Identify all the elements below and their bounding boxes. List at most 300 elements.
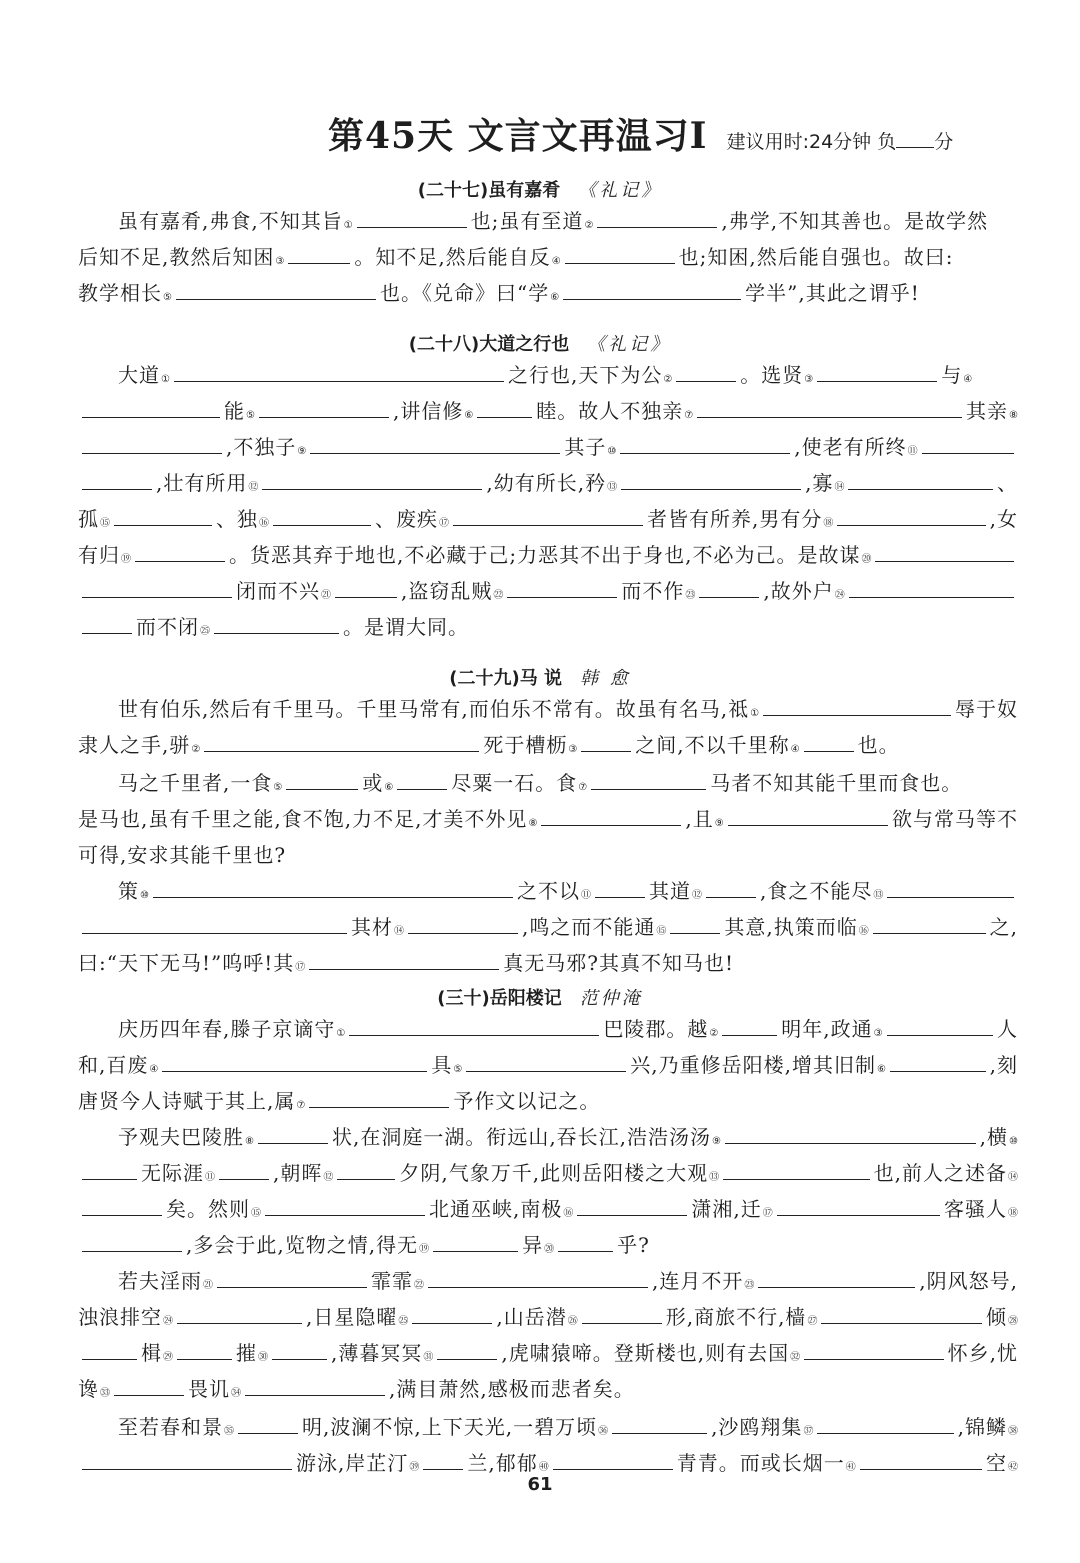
footnote-marker: ⑦ <box>296 1100 306 1111</box>
answer-blank[interactable] <box>507 575 617 598</box>
passage-text: 辱于奴 <box>955 697 1018 721</box>
answer-blank[interactable] <box>177 1301 302 1324</box>
answer-blank[interactable] <box>82 467 152 490</box>
answer-blank[interactable] <box>217 1265 367 1288</box>
passage-text: ,虎啸猿啼。登斯楼也,则有去国 <box>501 1341 790 1365</box>
answer-blank[interactable] <box>219 1157 269 1180</box>
footnote-marker: ㉚ <box>258 1352 268 1363</box>
footnote-marker: ⑯ <box>858 926 869 937</box>
answer-blank[interactable] <box>335 575 397 598</box>
answer-blank[interactable] <box>357 205 467 228</box>
passage-text: 其道 <box>648 879 691 903</box>
footnote-marker: ⑧ <box>245 1136 254 1147</box>
footnote-marker: ⑨ <box>712 1136 722 1147</box>
passage-text: 怀乡,忧 <box>947 1341 1018 1365</box>
passage-line <box>78 838 1018 872</box>
answer-blank[interactable] <box>922 431 1014 454</box>
passage-text: ,沙鸥翔集 <box>711 1415 803 1439</box>
answer-blank[interactable] <box>259 395 389 418</box>
footnote-marker: ⑩ <box>607 446 617 457</box>
answer-blank[interactable] <box>817 1411 953 1434</box>
answer-blank[interactable] <box>288 241 350 264</box>
answer-blank[interactable] <box>758 1265 915 1288</box>
answer-blank[interactable] <box>408 911 518 934</box>
answer-blank[interactable] <box>595 875 645 898</box>
passage-text: ,薄暮冥冥 <box>331 1341 423 1365</box>
footnote-marker: ㊱ <box>598 1426 609 1437</box>
answer-blank[interactable] <box>433 1229 518 1252</box>
footnote-marker: ⑨ <box>297 446 307 457</box>
footnote-marker: ① <box>161 374 170 385</box>
footnote-marker: ⑤ <box>273 782 283 793</box>
passage-text: ,故外户 <box>763 579 834 603</box>
footnote-marker: ㉘ <box>1008 1316 1018 1327</box>
passage-line <box>78 1048 1018 1082</box>
section-source: 韩 愈 <box>580 668 631 689</box>
footnote-marker: ⑮ <box>656 926 667 937</box>
answer-blank[interactable] <box>82 911 347 934</box>
answer-blank[interactable] <box>245 1373 385 1396</box>
passage-text: 隶人之手,骈 <box>78 733 191 757</box>
answer-blank[interactable] <box>817 359 937 382</box>
passage-text: 尽粟一石。食 <box>451 771 578 795</box>
answer-blank[interactable] <box>214 611 339 634</box>
answer-blank[interactable] <box>582 1301 662 1324</box>
passage-text: ,连月不开 <box>652 1269 744 1293</box>
answer-blank[interactable] <box>258 1121 328 1144</box>
answer-blank[interactable] <box>437 1337 497 1360</box>
footnote-marker: ⑳ <box>861 554 872 565</box>
answer-blank[interactable] <box>597 205 717 228</box>
passage-line <box>78 1336 1018 1370</box>
answer-blank[interactable] <box>114 503 212 526</box>
answer-blank[interactable] <box>621 467 801 490</box>
footnote-marker: ㉕ <box>200 626 210 637</box>
answer-blank[interactable] <box>337 1157 395 1180</box>
answer-blank[interactable] <box>135 539 225 562</box>
passage-text: 予作文以记之。 <box>453 1089 601 1113</box>
passage-text: 曰:“天下无马!”呜呼!其 <box>78 951 295 975</box>
passage-text: 真无马邪?其真不知马也! <box>503 951 735 975</box>
footnote-marker: ① <box>336 1028 346 1039</box>
passage-text: 是马也,虽有千里之能,食不饱,力不足,才美不外见 <box>78 807 528 831</box>
section-title <box>0 984 1080 1010</box>
footnote-marker: ⑭ <box>834 482 845 493</box>
answer-blank[interactable] <box>890 1049 986 1072</box>
footnote-marker: ⑯ <box>563 1208 574 1219</box>
answer-blank[interactable] <box>82 1447 292 1470</box>
answer-blank[interactable] <box>553 1447 673 1470</box>
passage-text: 明,波澜不惊,上下天光,一碧万顷 <box>302 1415 598 1439</box>
footnote-marker: ⑪ <box>580 890 591 901</box>
section-name: (二十八)大道之行也 <box>408 334 570 355</box>
answer-blank[interactable] <box>697 395 962 418</box>
footnote-marker: ⑧ <box>528 818 538 829</box>
passage-text: 、独 <box>216 507 258 531</box>
footnote-marker: ⑥ <box>464 410 474 421</box>
answer-blank[interactable] <box>676 359 736 382</box>
passage-text: 异 <box>522 1233 544 1257</box>
passage-text: 。货恶其弃于地也,不必藏于己;力恶其不出于身也,不必为己。是故谋 <box>229 543 861 567</box>
footnote-marker: ⑦ <box>684 410 694 421</box>
passage-text: 空 <box>986 1451 1007 1475</box>
passage-text: 畏讥 <box>188 1377 230 1401</box>
passage-text: 、废疾 <box>375 507 438 531</box>
page-title: 第45天 文言文再温习Ⅰ <box>328 115 708 157</box>
footnote-marker: ⑩ <box>140 890 149 901</box>
footnote-marker: ㉒ <box>414 1280 424 1291</box>
footnote-marker: ④ <box>149 1064 159 1075</box>
footnote-marker: ② <box>584 220 594 231</box>
passage-line <box>78 502 1018 536</box>
answer-blank[interactable] <box>82 611 132 634</box>
answer-blank[interactable] <box>804 729 854 752</box>
answer-blank[interactable] <box>82 1229 182 1252</box>
answer-blank[interactable] <box>82 1337 137 1360</box>
footnote-marker: ② <box>663 374 673 385</box>
passage-text: 倾 <box>986 1305 1007 1329</box>
passage-text: 之, <box>989 915 1018 939</box>
passage-text: ,弗学,不知其善也。是故学然 <box>721 209 989 233</box>
passage-line <box>78 574 1018 608</box>
passage-text: ,横 <box>979 1125 1009 1149</box>
passage-text: 无际涯 <box>141 1161 204 1185</box>
footnote-marker: ㉙ <box>163 1352 173 1363</box>
footnote-marker: ⑦ <box>578 782 588 793</box>
answer-blank[interactable] <box>541 803 681 826</box>
passage-text: 。选贤 <box>740 363 804 387</box>
passage-text: ,朝晖 <box>273 1161 323 1185</box>
answer-blank[interactable] <box>82 575 232 598</box>
answer-blank[interactable] <box>699 575 759 598</box>
passage-line <box>78 946 1018 980</box>
passage-text: 之不以 <box>516 879 580 903</box>
answer-blank[interactable] <box>177 1337 232 1360</box>
passage-text: 睦。故人不独亲 <box>536 399 684 423</box>
answer-blank[interactable] <box>412 1301 492 1324</box>
footnote-marker: ② <box>191 744 201 755</box>
page-header <box>328 108 1028 158</box>
answer-blank[interactable] <box>397 767 447 790</box>
passage-text: 或 <box>362 771 384 795</box>
passage-line <box>78 1372 1018 1406</box>
passage-text: 楫 <box>141 1341 162 1365</box>
suggest-suffix: 分 <box>934 131 954 153</box>
answer-blank[interactable] <box>176 277 376 300</box>
footnote-marker: ⑫ <box>323 1172 334 1183</box>
answer-blank[interactable] <box>887 1013 993 1036</box>
passage-line <box>78 204 1018 238</box>
passage-text: ,寡 <box>805 471 834 495</box>
answer-blank[interactable] <box>821 1301 982 1324</box>
footnote-marker: ⑭ <box>1008 1172 1018 1183</box>
passage-text: 霏霏 <box>371 1269 413 1293</box>
answer-blank[interactable] <box>428 1265 648 1288</box>
answer-blank[interactable] <box>620 431 790 454</box>
passage-text: 乎? <box>617 1233 650 1257</box>
passage-text: ,使老有所终 <box>794 435 907 459</box>
passage-text: 也;知困,然后能自强也。故曰: <box>678 245 954 269</box>
footnote-marker: ④ <box>551 256 561 267</box>
answer-blank[interactable] <box>153 875 513 898</box>
footnote-marker: ⑤ <box>163 292 172 303</box>
answer-blank[interactable] <box>272 1337 327 1360</box>
answer-blank[interactable] <box>204 729 479 752</box>
footnote-marker: ① <box>343 220 353 231</box>
passage-text: ,盗窃乱贼 <box>401 579 493 603</box>
passage-text: 死于槽枥 <box>483 733 568 757</box>
section-title <box>0 176 1080 202</box>
footnote-marker: ㉝ <box>100 1388 110 1399</box>
footnote-marker: ⑬ <box>873 890 884 901</box>
footnote-marker: ⑥ <box>877 1064 886 1075</box>
passage-line <box>78 610 1018 644</box>
answer-blank[interactable] <box>849 575 1014 598</box>
footnote-marker: ① <box>750 708 760 719</box>
passage-line <box>78 692 1018 726</box>
answer-blank[interactable] <box>114 1373 184 1396</box>
passage-text: 马之千里者,一食 <box>118 771 273 795</box>
passage-text: ,山岳潜 <box>496 1305 567 1329</box>
passage-line <box>78 1228 1018 1262</box>
section-source: 《礼记》 <box>587 334 672 355</box>
passage-line <box>78 766 1018 800</box>
footnote-marker: ㉓ <box>744 1280 755 1291</box>
section-name: (三十)岳阳楼记 <box>437 988 562 1009</box>
footnote-marker: ⑰ <box>439 518 449 529</box>
answer-blank[interactable] <box>875 539 1014 562</box>
answer-blank[interactable] <box>309 1085 449 1108</box>
footnote-marker: ⑧ <box>1009 410 1018 421</box>
footnote-marker: ⑬ <box>709 1172 720 1183</box>
footnote-marker: ⑮ <box>251 1208 261 1219</box>
passage-text: 明年,政通 <box>781 1017 873 1041</box>
footnote-marker: ㉖ <box>567 1316 578 1327</box>
answer-blank[interactable] <box>728 803 888 826</box>
passage-text: 客骚人 <box>944 1197 1007 1221</box>
answer-blank[interactable] <box>777 1193 940 1216</box>
passage-line <box>78 240 1018 274</box>
footnote-marker: ⑲ <box>419 1244 430 1255</box>
passage-text: 矣。然则 <box>166 1197 250 1221</box>
passage-line <box>78 430 1018 464</box>
passage-text: 可得,安求其能千里也? <box>78 843 287 867</box>
passage-line <box>78 728 1018 762</box>
footnote-marker: ⑰ <box>762 1208 773 1219</box>
passage-line <box>78 1012 1018 1046</box>
footnote-marker: ㊴ <box>409 1462 420 1473</box>
footnote-marker: ⑮ <box>100 518 110 529</box>
passage-text: ,食之不能尽 <box>759 879 873 903</box>
passage-text: ,日星隐曜 <box>306 1305 398 1329</box>
answer-blank[interactable] <box>82 395 220 418</box>
answer-blank[interactable] <box>887 875 1014 898</box>
passage-text: 学半”,其此之谓乎! <box>745 281 920 305</box>
passage-text: 而不闭 <box>136 615 199 639</box>
footnote-marker: ⑱ <box>823 518 834 529</box>
passage-line <box>78 358 1018 392</box>
answer-blank[interactable] <box>262 467 482 490</box>
section-title <box>0 330 1080 356</box>
footnote-marker: ② <box>709 1028 719 1039</box>
answer-blank[interactable] <box>310 431 560 454</box>
answer-blank[interactable] <box>563 277 741 300</box>
footnote-marker: ⑤ <box>453 1064 463 1075</box>
footnote-marker: ㊶ <box>845 1462 856 1473</box>
footnote-marker: ㊳ <box>1008 1426 1018 1437</box>
passage-text: 世有伯乐,然后有千里马。千里马常有,而伯乐不常有。故虽有名马,祗 <box>118 697 750 721</box>
answer-blank[interactable] <box>763 693 951 716</box>
passage-text: 和,百废 <box>78 1053 149 1077</box>
answer-blank[interactable] <box>558 1229 613 1252</box>
footnote-marker: ⑤ <box>246 410 255 421</box>
passage-text: ,锦鳞 <box>957 1415 1007 1439</box>
passage-text: 而不作 <box>621 579 685 603</box>
answer-blank[interactable] <box>804 1337 944 1360</box>
answer-blank[interactable] <box>309 947 499 970</box>
passage-line <box>78 466 1018 500</box>
answer-blank[interactable] <box>848 467 993 490</box>
footnote-marker: ⑯ <box>259 518 269 529</box>
answer-blank[interactable] <box>174 359 504 382</box>
passage-text: 摧 <box>236 1341 257 1365</box>
passage-text: 兰,郁郁 <box>467 1451 538 1475</box>
passage-text: ,刻 <box>989 1053 1018 1077</box>
footnote-marker: ㊷ <box>1008 1462 1018 1473</box>
footnote-marker: ⑪ <box>907 446 918 457</box>
passage-text: 其材 <box>351 915 393 939</box>
passage-text: 予观夫巴陵胜 <box>118 1125 244 1149</box>
passage-text: 若夫淫雨 <box>118 1269 202 1293</box>
passage-text: 孤 <box>78 507 99 531</box>
footnote-marker: ③ <box>804 374 814 385</box>
passage-line <box>78 1120 1018 1154</box>
answer-blank[interactable] <box>873 911 986 934</box>
answer-blank[interactable] <box>722 1013 777 1036</box>
answer-blank[interactable] <box>238 1411 298 1434</box>
passage-text: 游泳,岸芷汀 <box>296 1451 409 1475</box>
passage-text: 。是谓大同。 <box>343 615 469 639</box>
passage-line <box>78 910 1018 944</box>
footnote-marker: ㉑ <box>321 590 331 601</box>
footnote-marker: ⑫ <box>691 890 702 901</box>
answer-blank[interactable] <box>265 1193 425 1216</box>
passage-line <box>78 802 1018 836</box>
answer-blank[interactable] <box>82 1193 162 1216</box>
answer-blank[interactable] <box>860 1447 982 1470</box>
footnote-marker: ㉛ <box>423 1352 434 1363</box>
passage-text: ,鸣之而不能通 <box>522 915 656 939</box>
passage-text: 。知不足,然后能自反 <box>354 245 551 269</box>
answer-blank[interactable] <box>723 1157 870 1180</box>
answer-blank[interactable] <box>349 1013 599 1036</box>
footnote-marker: ③ <box>873 1028 883 1039</box>
passage-text: 也,前人之述备 <box>873 1161 1007 1185</box>
answer-blank[interactable] <box>670 911 720 934</box>
passage-text: 浊浪排空 <box>78 1305 162 1329</box>
passage-text: 也。 <box>857 733 900 757</box>
footnote-marker: ⑱ <box>1008 1208 1018 1219</box>
passage-text: 至若春和景 <box>118 1415 223 1439</box>
passage-text: 谗 <box>78 1377 99 1401</box>
passage-text: 形,商旅不行,樯 <box>665 1305 807 1329</box>
passage-text: 状,在洞庭一湖。衔远山,吞长江,浩浩汤汤 <box>331 1125 712 1149</box>
answer-blank[interactable] <box>82 431 222 454</box>
passage-text: 、 <box>997 471 1018 495</box>
footnote-marker: ㉞ <box>231 1388 241 1399</box>
passage-text: 欲与常马等不 <box>892 807 1018 831</box>
score-blank[interactable] <box>896 129 934 148</box>
answer-blank[interactable] <box>837 503 985 526</box>
passage-text: 能 <box>224 399 245 423</box>
answer-blank[interactable] <box>612 1411 707 1434</box>
footnote-marker: ㉔ <box>834 590 845 601</box>
passage-line <box>78 1410 1018 1444</box>
passage-text: 后知不足,教然后知困 <box>78 245 275 269</box>
footnote-marker: ⑭ <box>394 926 404 937</box>
answer-blank[interactable] <box>577 1193 687 1216</box>
passage-text: 兴,乃重修岳阳楼,增其旧制 <box>630 1053 877 1077</box>
footnote-marker: ㉓ <box>685 590 696 601</box>
passage-line <box>78 538 1018 572</box>
passage-text: 马者不知其能千里而食也。 <box>710 771 963 795</box>
answer-blank[interactable] <box>477 395 532 418</box>
passage-line <box>78 874 1018 908</box>
footnote-marker: ④ <box>790 744 800 755</box>
footnote-marker: ㊲ <box>803 1426 814 1437</box>
passage-text: 与 <box>941 363 963 387</box>
passage-text: 夕阴,气象万千,此则岳阳楼之大观 <box>399 1161 709 1185</box>
answer-blank[interactable] <box>466 1049 626 1072</box>
section-title <box>0 664 1080 690</box>
section-source: 《礼记》 <box>578 180 663 201</box>
passage-text: ,壮有所用 <box>156 471 248 495</box>
answer-blank[interactable] <box>423 1447 463 1470</box>
answer-blank[interactable] <box>581 729 631 752</box>
passage-text: ,阴风怒号, <box>919 1269 1018 1293</box>
passage-text: 庆历四年春,滕子京谪守 <box>118 1017 336 1041</box>
footnote-marker: ⑨ <box>714 818 724 829</box>
passage-text: 也;虽有至道 <box>470 209 584 233</box>
answer-blank[interactable] <box>453 503 643 526</box>
footnote-marker: ③ <box>275 256 285 267</box>
footnote-marker: ㉑ <box>203 1280 213 1291</box>
answer-blank[interactable] <box>591 767 706 790</box>
passage-text: ,多会于此,览物之情,得无 <box>186 1233 419 1257</box>
passage-line <box>78 1264 1018 1298</box>
passage-text: 具 <box>431 1053 453 1077</box>
answer-blank[interactable] <box>706 875 756 898</box>
answer-blank[interactable] <box>286 767 358 790</box>
answer-blank[interactable] <box>273 503 371 526</box>
passage-text: ,满目萧然,感极而悲者矣。 <box>389 1377 635 1401</box>
answer-blank[interactable] <box>162 1049 427 1072</box>
passage-text: 其意,执策而临 <box>724 915 858 939</box>
passage-text: 也。《兑命》曰“学 <box>379 281 550 305</box>
passage-text: 人 <box>997 1017 1018 1041</box>
suggest-prefix: 建议用时:24分钟 负 <box>726 131 897 153</box>
passage-text: 潇湘,迁 <box>691 1197 762 1221</box>
footnote-marker: ㉜ <box>790 1352 801 1363</box>
passage-line <box>78 1156 1018 1190</box>
passage-text: ,幼有所长,矜 <box>486 471 607 495</box>
passage-line <box>78 1300 1018 1334</box>
answer-blank[interactable] <box>725 1121 976 1144</box>
passage-text: 其子 <box>564 435 607 459</box>
answer-blank[interactable] <box>565 241 675 264</box>
suggested-time <box>727 131 954 153</box>
answer-blank[interactable] <box>82 1157 137 1180</box>
